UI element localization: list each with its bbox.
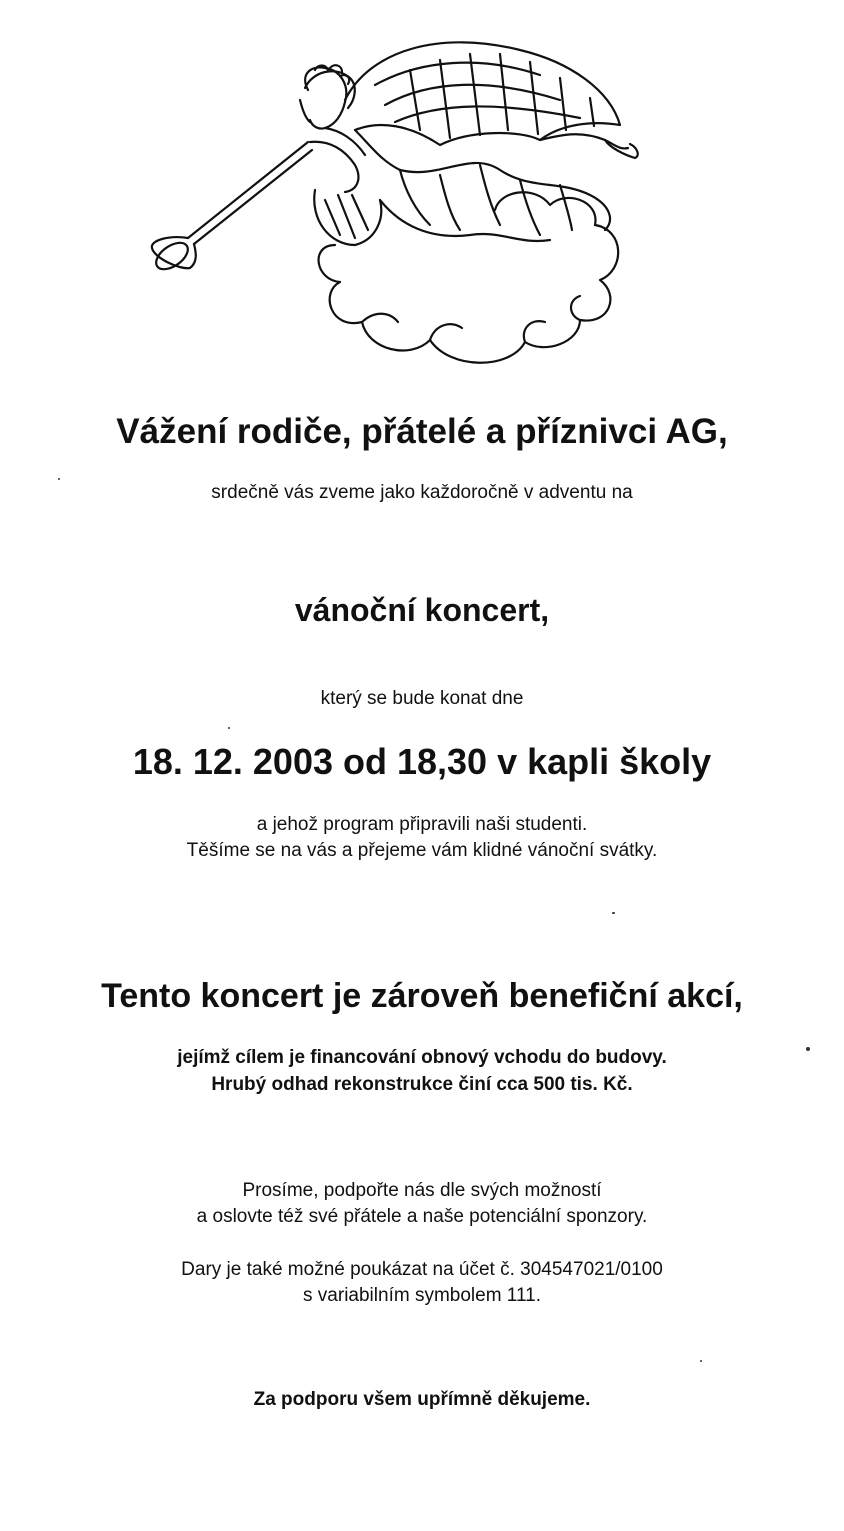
support-line-2: a oslovte též své přátele a naše potenciální sponzory.	[196, 1206, 648, 1227]
program-line-2: Těšíme se na vás a přejeme vám klidné vánoční svátky.	[186, 840, 658, 861]
donation-line-2: s variabilním symbolem 111.	[303, 1285, 541, 1306]
benefit-heading: Tento koncert je zároveň benefiční akcí,	[101, 977, 743, 1015]
greeting-heading: Vážení rodiče, přátelé a příznivci AG,	[116, 412, 728, 451]
scan-speck	[700, 1360, 702, 1362]
support-line-1: Prosíme, podpořte nás dle svých možností	[242, 1180, 602, 1201]
date-heading: 18. 12. 2003 od 18,30 v kapli školy	[132, 741, 712, 782]
invite-text: srdečně vás zveme jako každoročně v adventu na	[211, 482, 633, 503]
angel-trumpet-icon	[140, 30, 670, 380]
scan-speck	[612, 912, 615, 914]
scan-speck	[806, 1047, 810, 1051]
date-intro-text: který se bude konat dne	[320, 688, 524, 709]
scan-speck	[228, 727, 230, 729]
program-line-1: a jehož program připravili naši studenti.	[256, 814, 588, 835]
scan-speck	[58, 478, 60, 480]
benefit-line-2: Hrubý odhad rekonstrukce činí cca 500 tis. Kč.	[211, 1074, 633, 1095]
donation-line-1: Dary je také možné poukázat na účet č. 304547021/0100	[181, 1259, 663, 1280]
thanks-text: Za podporu všem upřímně děkujeme.	[253, 1389, 591, 1410]
benefit-line-1: jejímž cílem je financování obnový vchodu do budovy.	[177, 1047, 667, 1068]
event-name-heading: vánoční koncert,	[294, 592, 550, 628]
